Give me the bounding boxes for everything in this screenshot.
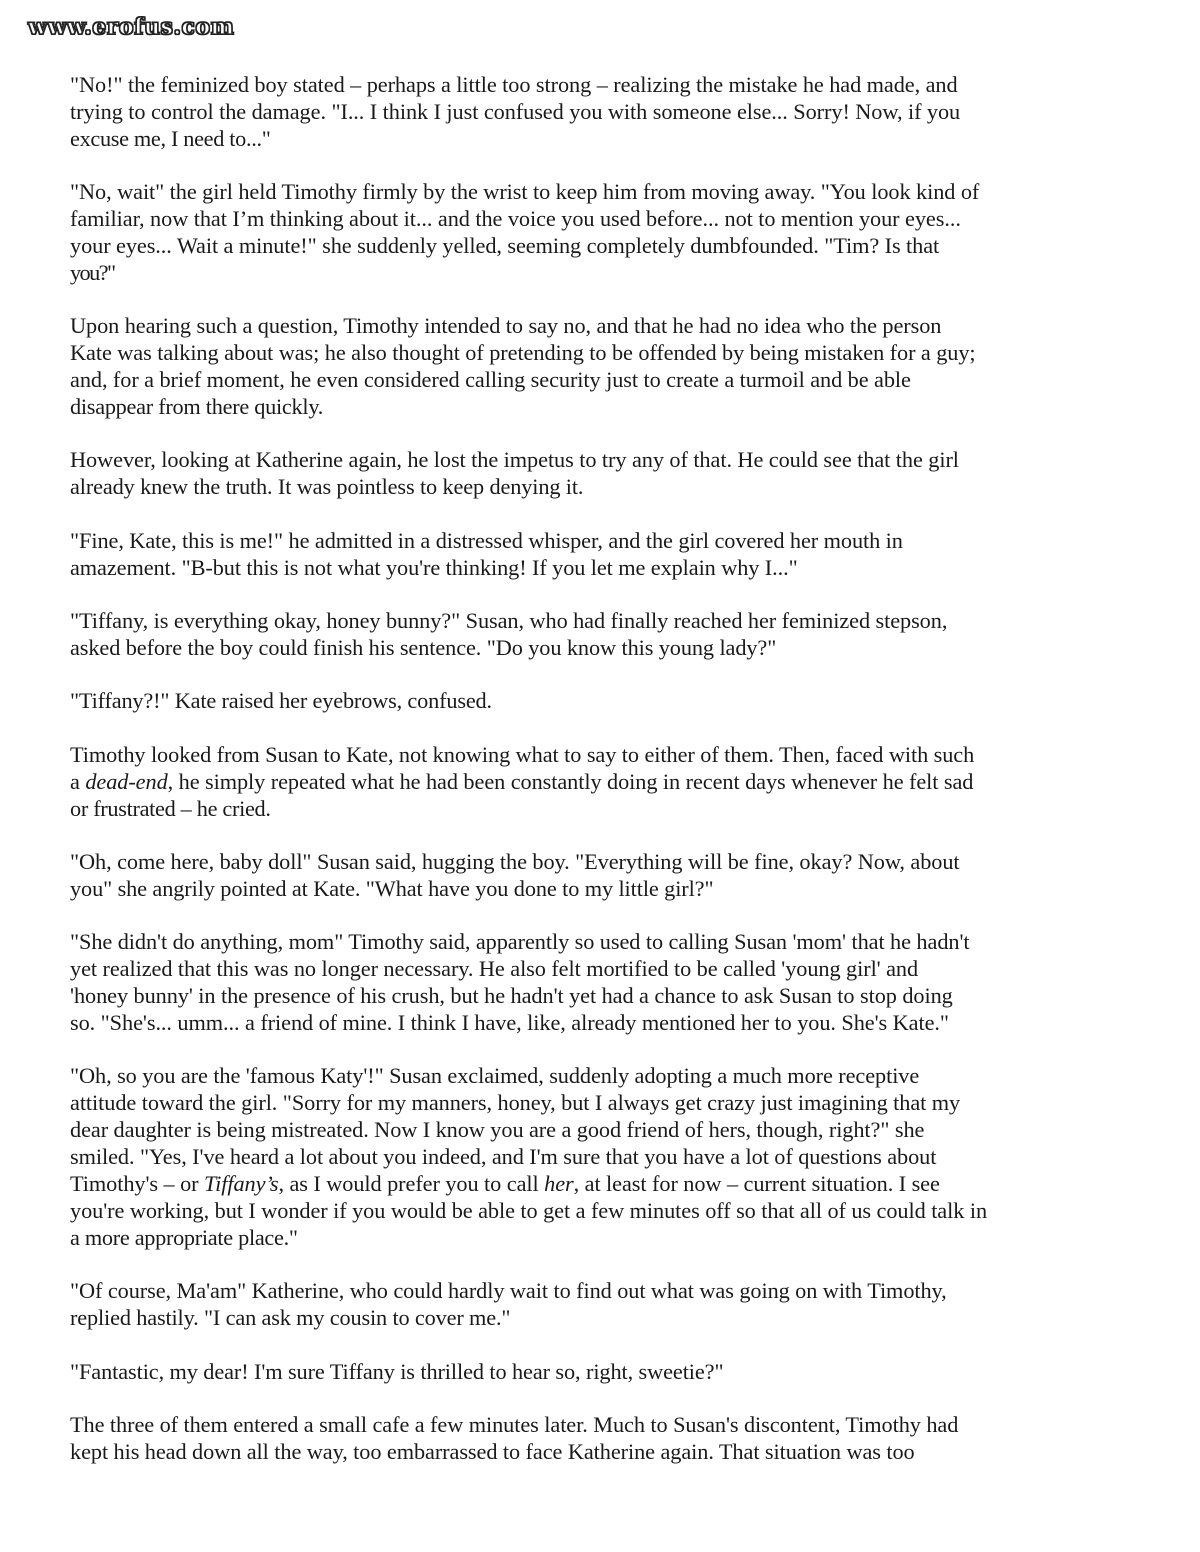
text-line bbox=[70, 1359, 1140, 1386]
paragraph bbox=[70, 1412, 1140, 1466]
text-segment: attitude toward the girl. "Sorry for my manners, honey, but I always get crazy just imagining that my bbox=[70, 1090, 961, 1116]
text-line bbox=[70, 233, 1140, 260]
text-segment: "Fine, Kate, this is me!" he admitted in a distressed whisper, and the girl covered her mouth in bbox=[70, 527, 903, 553]
paragraph bbox=[70, 313, 1140, 421]
paragraph bbox=[70, 608, 1140, 662]
text-line bbox=[70, 1117, 1140, 1144]
text-segment: you" she angrily pointed at Kate. "What have you done to my little girl?" bbox=[70, 875, 714, 901]
text-segment: your eyes... Wait a minute!" she suddenly yelled, seeming completely dumbfounded. "Tim? Is that bbox=[70, 233, 940, 259]
paragraph bbox=[70, 447, 1140, 501]
text-segment: "She didn't do anything, mom" Timothy said, apparently so used to calling Susan 'mom' that he hadn't bbox=[70, 929, 970, 955]
text-line bbox=[70, 340, 1140, 367]
paragraph bbox=[70, 72, 1140, 153]
text-line bbox=[70, 555, 1140, 582]
text-line bbox=[70, 528, 1140, 555]
document-body bbox=[70, 72, 1140, 1466]
text-line bbox=[70, 367, 1140, 394]
text-line bbox=[70, 1412, 1140, 1439]
text-segment: you?" bbox=[70, 259, 115, 285]
italic-text: dead-end bbox=[85, 768, 168, 794]
text-line bbox=[70, 474, 1140, 501]
text-segment: 'honey bunny' in the presence of his crush, but he hadn't yet had a chance to ask Susan to stop doing bbox=[70, 983, 953, 1009]
text-segment: Kate was talking about was; he also thought of pretending to be offended by being mistaken for a guy; bbox=[70, 340, 976, 366]
text-line bbox=[70, 608, 1140, 635]
paragraph bbox=[70, 179, 1140, 287]
text-line bbox=[70, 260, 1140, 287]
text-segment: you're working, but I wonder if you would be able to get a few minutes off so that all of us could talk in bbox=[70, 1198, 988, 1223]
text-segment: kept his head down all the way, too embarrassed to face Katherine again. That situation was too bbox=[70, 1438, 915, 1464]
text-line bbox=[70, 1305, 1140, 1332]
text-segment: "Oh, so you are the 'famous Katy'!" Susan exclaimed, suddenly adopting a much more receptive bbox=[70, 1063, 920, 1089]
text-segment: The three of them entered a small cafe a few minutes later. Much to Susan's discontent, Timothy had bbox=[70, 1412, 959, 1438]
text-segment: However, looking at Katherine again, he lost the impetus to try any of that. He could see that the girl bbox=[70, 447, 959, 473]
text-segment: smiled. "Yes, I've heard a lot about you indeed, and I'm sure that you have a lot of questions about bbox=[70, 1144, 937, 1170]
text-line bbox=[70, 206, 1140, 233]
text-line bbox=[70, 1198, 1140, 1225]
text-line bbox=[70, 769, 1140, 796]
text-line bbox=[70, 742, 1140, 769]
text-line bbox=[70, 1063, 1140, 1090]
text-segment: "Tiffany, is everything okay, honey bunny?" Susan, who had finally reached her feminized stepson, bbox=[70, 608, 948, 634]
text-line bbox=[70, 313, 1140, 340]
text-line bbox=[70, 688, 1140, 715]
text-segment: replied hastily. "I can ask my cousin to cover me." bbox=[70, 1305, 511, 1331]
text-line bbox=[70, 72, 1140, 99]
watermark-text: www.erofus.com bbox=[28, 14, 235, 40]
text-line bbox=[70, 929, 1140, 956]
text-segment: Timothy's – or bbox=[70, 1171, 204, 1197]
text-segment: familiar, now that I’m thinking about it... and the voice you used before... not to mention your eyes... bbox=[70, 206, 961, 232]
text-segment: , as I would prefer you to call bbox=[278, 1171, 545, 1197]
text-segment: and, for a brief moment, he even considered calling security just to create a turmoil and be able bbox=[70, 367, 911, 393]
text-line bbox=[70, 876, 1140, 903]
text-line bbox=[70, 983, 1140, 1010]
text-line bbox=[70, 1144, 1140, 1171]
text-segment: disappear from there quickly. bbox=[70, 394, 324, 420]
text-line bbox=[70, 394, 1140, 421]
text-line bbox=[70, 1225, 1140, 1252]
text-line bbox=[70, 179, 1140, 206]
text-segment: already knew the truth. It was pointless to keep denying it. bbox=[70, 474, 584, 500]
text-line bbox=[70, 956, 1140, 983]
text-segment: Upon hearing such a question, Timothy intended to say no, and that he had no idea who the person bbox=[70, 313, 942, 339]
text-segment: "Fantastic, my dear! I'm sure Tiffany is thrilled to hear so, right, sweetie?" bbox=[70, 1358, 724, 1384]
text-segment: dear daughter is being mistreated. Now I know you are a good friend of hers, though, right?" she bbox=[70, 1117, 925, 1143]
text-segment: so. "She's... umm... a friend of mine. I think I have, like, already mentioned her to you. She's Kate." bbox=[70, 1010, 949, 1036]
text-segment: asked before the boy could finish his sentence. "Do you know this young lady?" bbox=[70, 635, 777, 660]
paragraph bbox=[70, 528, 1140, 582]
text-segment: or frustrated – he cried. bbox=[70, 795, 271, 821]
italic-text: her bbox=[544, 1171, 574, 1197]
paragraph bbox=[70, 742, 1140, 823]
text-segment: , he simply repeated what he had been constantly doing in recent days whenever he felt sad bbox=[167, 768, 974, 794]
text-line bbox=[70, 796, 1140, 823]
text-segment: "No!" the feminized boy stated – perhaps a little too strong – realizing the mistake he had made, and bbox=[70, 72, 958, 97]
text-segment: a more appropriate place." bbox=[70, 1224, 298, 1250]
text-line bbox=[70, 849, 1140, 876]
text-line bbox=[70, 1010, 1140, 1037]
text-line bbox=[70, 1171, 1140, 1198]
paragraph bbox=[70, 849, 1140, 903]
paragraph bbox=[70, 688, 1140, 715]
text-segment: a bbox=[70, 768, 86, 794]
paragraph bbox=[70, 929, 1140, 1037]
paragraph bbox=[70, 1359, 1140, 1386]
text-line bbox=[70, 447, 1140, 474]
text-segment: "No, wait" the girl held Timothy firmly by the wrist to keep him from moving away. "You look kind of bbox=[70, 179, 980, 205]
italic-text: Tiffany’s bbox=[204, 1171, 279, 1197]
text-segment: "Of course, Ma'am" Katherine, who could hardly wait to find out what was going on with Timothy, bbox=[70, 1278, 947, 1304]
text-line bbox=[70, 1090, 1140, 1117]
text-segment: yet realized that this was no longer necessary. He also felt mortified to be called 'young girl' and bbox=[70, 956, 919, 982]
text-segment: amazement. "B-but this is not what you're thinking! If you let me explain why I..." bbox=[70, 554, 798, 580]
text-line bbox=[70, 1278, 1140, 1305]
paragraph bbox=[70, 1063, 1140, 1251]
text-line bbox=[70, 99, 1140, 126]
text-segment: "Tiffany?!" Kate raised her eyebrows, confused. bbox=[70, 688, 492, 714]
text-line bbox=[70, 126, 1140, 153]
text-line bbox=[70, 1439, 1140, 1466]
text-segment: excuse me, I need to..." bbox=[70, 125, 271, 151]
paragraph bbox=[70, 1278, 1140, 1332]
text-segment: , at least for now – current situation. I see bbox=[573, 1171, 940, 1197]
text-segment: "Oh, come here, baby doll" Susan said, hugging the boy. "Everything will be fine, okay? Now, about bbox=[70, 849, 960, 875]
text-line bbox=[70, 635, 1140, 662]
text-segment: trying to control the damage. "I... I think I just confused you with someone else... Sorry! Now, if you bbox=[70, 98, 961, 124]
text-segment: Timothy looked from Susan to Kate, not knowing what to say to either of them. Then, faced with such bbox=[70, 741, 975, 767]
